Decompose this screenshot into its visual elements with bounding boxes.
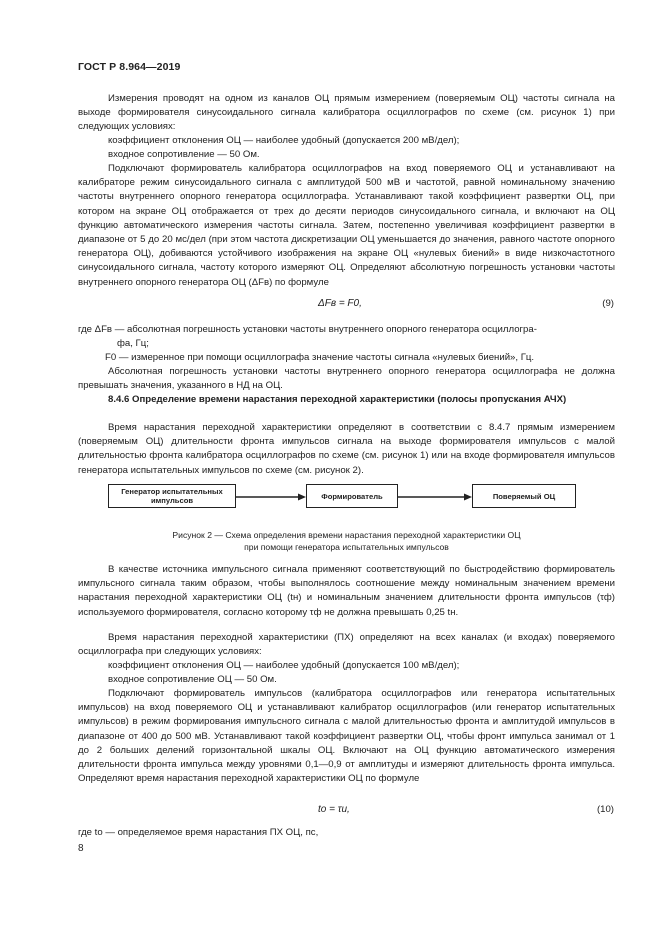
standard-header: ГОСТ Р 8.964—2019: [78, 61, 181, 73]
box-pulse-generator: Генератор испытательных импульсов: [108, 484, 236, 508]
where-delta-f: где ΔFв — абсолютная погрешность установки частоты внутреннего опорного генератора осциллогра-: [78, 324, 537, 335]
equation-number-10: (10): [596, 804, 614, 815]
condition-impedance: входное сопротивление — 50 Ом.: [108, 149, 260, 160]
formula-9: ΔFв = F0,: [318, 298, 362, 309]
box-oscilloscope-under-test: Поверяемый ОЦ: [472, 484, 576, 508]
figure-caption-line1: Рисунок 2 — Схема определения времени нарастания переходной характеристики ОЦ: [172, 530, 521, 540]
paragraph-tolerance: Абсолютная погрешность установки частоты внутреннего опорного генератора осциллографа не должна превышать значения, указанного в НД на ОЦ.: [78, 366, 615, 392]
section-heading-846: 8.4.6 Определение времени нарастания переходной характеристики (полосы пропускания АЧХ): [108, 394, 567, 405]
paragraph-conditions: Время нарастания переходной характеристики (ПХ) определяют на всех каналах (и входах) поверяемого осциллографа при следующих условиях:: [78, 632, 615, 658]
figure-caption-line2: при помощи генератора испытательных импульсов: [244, 542, 449, 552]
equation-number-9: (9): [602, 298, 614, 309]
where-t0: где tо — определяемое время нарастания ПХ ОЦ, пс,: [78, 827, 319, 838]
box-shaper: Формирователь: [306, 484, 398, 508]
page-number: 8: [78, 843, 84, 854]
condition-deflection-2: коэффициент отклонения ОЦ — наиболее удобный (допускается 100 мВ/дел);: [108, 660, 460, 671]
where-delta-f-cont: фа, Гц;: [117, 338, 149, 349]
paragraph-procedure-2: Подключают формирователь импульсов (калибратора осциллографов или генератора испытательных импульсов) на вход поверяемого ОЦ и устанавливают калибратор осциллографов (или генератор испытательных импульсов) в режим формирования импульсного сигнала с малой длительностью фронта и амплитудой импульсов в диапазоне от 400 до 500 мВ. Устанавливают такой коэффициент развертки ОЦ, чтобы фронт импульса занимал от 1 до 2 больших делений горизонтальной шкалы ОЦ. Включают на ОЦ функцию автоматического измерения длительности фронта импульса между уровнями 0,1—0,9 от амплитуды и измеряют длительность фронта импульса. Определяют время нарастания переходной характеристики ОЦ по формуле: [78, 688, 615, 785]
condition-deflection: коэффициент отклонения ОЦ — наиболее удобный (допускается 200 мВ/дел);: [108, 135, 460, 146]
paragraph-rise-time: Время нарастания переходной характеристики определяют в соответствии с 8.4.7 прямым измерением (поверяемым ОЦ) длительности фронта импульсов сигнала на выходе формирователя импульсов с малой длительностью фронта калибратора осциллографов по схеме (см. рисунок 1) или на входе формирователя импульсов генератора испытательных импульсов по схеме (см. рисунок 2).: [78, 422, 615, 476]
block-diagram: [108, 480, 578, 516]
paragraph-measurement: Измерения проводят на одном из каналов ОЦ прямым измерением (поверяемым ОЦ) частоты сигнала на выходе формирователя синусоидального сигнала калибратора осциллографов по схеме (см. рисунок 1) при следующих условиях:: [78, 93, 615, 133]
paragraph-procedure: Подключают формирователь калибратора осциллографов на вход поверяемого ОЦ и устанавливают на калибраторе режим синусоидального сигнала с амплитудой 500 мВ и частотой, равной номинальному значению частоты внутреннего опорного генератора осциллографа. Устанавливают такой коэффициент развертки ОЦ, при котором на экране ОЦ отображается от трех до десяти периодов синусоидального сигнала, и включают на ОЦ функцию автоматического измерения частоты сигнала. Затем, постепенно увеличивая коэффициент развертки в диапазоне от 5 до 20 мс/дел (при этом частота дискретизации ОЦ уменьшается до значения, равного частоте опорного генератора ОЦ), добиваются устойчивого изображения на экране ОЦ «нулевых биений» в виде низкочастотного синусоидального сигнала, частоту которого измеряют ОЦ. Определяют абсолютную погрешность установки частоты внутреннего опорного генератора ОЦ (ΔFв) по формуле: [78, 163, 615, 288]
where-f0: F0 — измеренное при помощи осциллографа значение частоты сигнала «нулевых биений», Гц.: [105, 352, 535, 363]
paragraph-pulse-source: В качестве источника импульсного сигнала применяют соответствующий по быстродействию формирователь импульсного сигнала таким образом, чтобы выполнялось соотношение между номинальным значением времени нарастания переходной характеристики ОЦ (tн) и номинальным значением длительности фронта импульсов (τф) используемого формирователя, согласно которому τф не должна превышать 0,25 tн.: [78, 564, 615, 618]
formula-10: tо = τи,: [318, 804, 350, 815]
condition-impedance-2: входное сопротивление ОЦ — 50 Ом.: [108, 674, 277, 685]
